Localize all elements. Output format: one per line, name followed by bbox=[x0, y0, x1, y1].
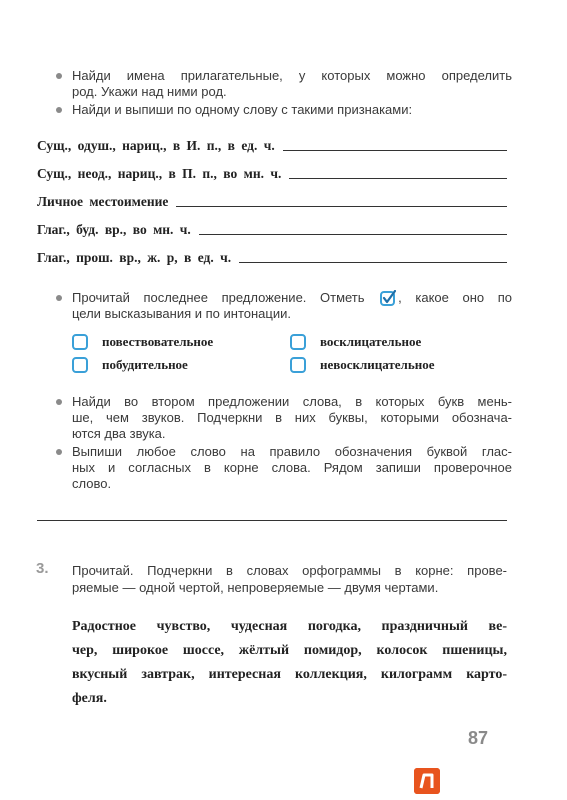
bullet-text-line: Найди во втором предложении слова, в которых букв мень- bbox=[72, 394, 512, 409]
check-task-text: Прочитай последнее предложение. Отметь bbox=[72, 290, 365, 305]
checkbox[interactable] bbox=[290, 357, 306, 373]
bullet-text-line: ше, чем звуков. Подчеркни в них буквы, которыми обознача- bbox=[72, 410, 512, 425]
option-label: повествовательное bbox=[102, 334, 214, 349]
fill-row[interactable] bbox=[37, 164, 507, 182]
fill-row[interactable] bbox=[37, 136, 507, 154]
option-narrative[interactable] bbox=[72, 334, 213, 350]
task3-instruction-line: Прочитай. Подчеркни в словах орфограммы в корне: прове- bbox=[72, 563, 507, 578]
checkbox[interactable] bbox=[72, 357, 88, 373]
option-label: восклицательное bbox=[320, 334, 422, 349]
bullet-text-line: слово. bbox=[72, 476, 112, 491]
check-task-text-after: , какое оно по bbox=[398, 290, 512, 305]
bullet-text-line: ных и согласных в корне слова. Рядом запиши проверочное bbox=[72, 460, 512, 475]
bullet-find-and-write bbox=[72, 102, 512, 118]
option-non-exclamatory[interactable] bbox=[290, 357, 434, 373]
bullet-text-line: цели высказывания и по интонации. bbox=[72, 306, 291, 321]
fill-row-label: Сущ., неод., нариц., в П. п., во мн. ч. bbox=[37, 166, 282, 181]
bullet-text-line: Выпиши любое слово на правило обозначения буквой глас- bbox=[72, 444, 512, 459]
bullet-dot bbox=[56, 73, 62, 79]
checkbox[interactable] bbox=[290, 334, 306, 350]
bullet-find-adjectives-cont bbox=[72, 84, 512, 100]
option-imperative[interactable] bbox=[72, 357, 188, 373]
passage-line: феля. bbox=[72, 691, 107, 706]
bullet-dot bbox=[56, 107, 62, 113]
checkmark-icon bbox=[380, 290, 396, 306]
bullet-dot bbox=[56, 449, 62, 455]
option-exclamatory[interactable] bbox=[290, 334, 421, 350]
option-label: побудительное bbox=[102, 357, 188, 372]
passage-line: вкусный завтрак, интересная коллекция, килограмм карто- bbox=[72, 667, 507, 682]
task-number: 3. bbox=[36, 560, 49, 577]
answer-line[interactable] bbox=[37, 520, 507, 521]
task3-instruction-line: ряемые — одной чертой, непроверяемые — двумя чертами. bbox=[72, 580, 439, 595]
publisher-logo-icon bbox=[414, 768, 440, 794]
bullet-write-word bbox=[72, 444, 512, 492]
fill-row-label: Сущ., одуш., нариц., в И. п., в ед. ч. bbox=[37, 138, 275, 153]
bullet-find-adjectives bbox=[72, 68, 512, 84]
bullet-text-line: ются два звука. bbox=[72, 426, 166, 441]
bullet-text-line: Найди имена прилагательные, у которых можно определить bbox=[72, 68, 512, 83]
fill-row-label: Глаг., прош. вр., ж. р, в ед. ч. bbox=[37, 250, 232, 265]
fill-row-label: Личное местоимение bbox=[37, 194, 169, 209]
fill-row[interactable] bbox=[37, 248, 507, 266]
answer-line[interactable] bbox=[239, 262, 507, 263]
passage-line: чер, широкое шоссе, жёлтый помидор, колосок пшеницы, bbox=[72, 643, 507, 658]
fill-row-label: Глаг., буд. вр., во мн. ч. bbox=[37, 222, 191, 237]
bullet-text-line bbox=[72, 290, 512, 306]
bullet-text-line: род. Укажи над ними род. bbox=[72, 84, 227, 99]
checkbox[interactable] bbox=[72, 334, 88, 350]
bullet-dot bbox=[56, 399, 62, 405]
fill-row[interactable] bbox=[37, 220, 507, 238]
answer-line[interactable] bbox=[176, 206, 507, 207]
answer-line[interactable] bbox=[283, 150, 507, 151]
passage-line: Радостное чувство, чудесная погодка, праздничный ве- bbox=[72, 619, 507, 634]
page-number: 87 bbox=[468, 728, 489, 748]
fill-row[interactable] bbox=[37, 192, 507, 210]
answer-line[interactable] bbox=[199, 234, 507, 235]
bullet-find-words bbox=[72, 394, 512, 442]
option-label: невосклицательное bbox=[320, 357, 435, 372]
bullet-check-sentence bbox=[72, 290, 512, 306]
answer-line[interactable] bbox=[289, 178, 507, 179]
bullet-dot bbox=[56, 295, 62, 301]
bullet-text-line: Найди и выпиши по одному слову с такими признаками: bbox=[72, 102, 413, 117]
bullet-check-sentence-cont bbox=[72, 306, 512, 322]
